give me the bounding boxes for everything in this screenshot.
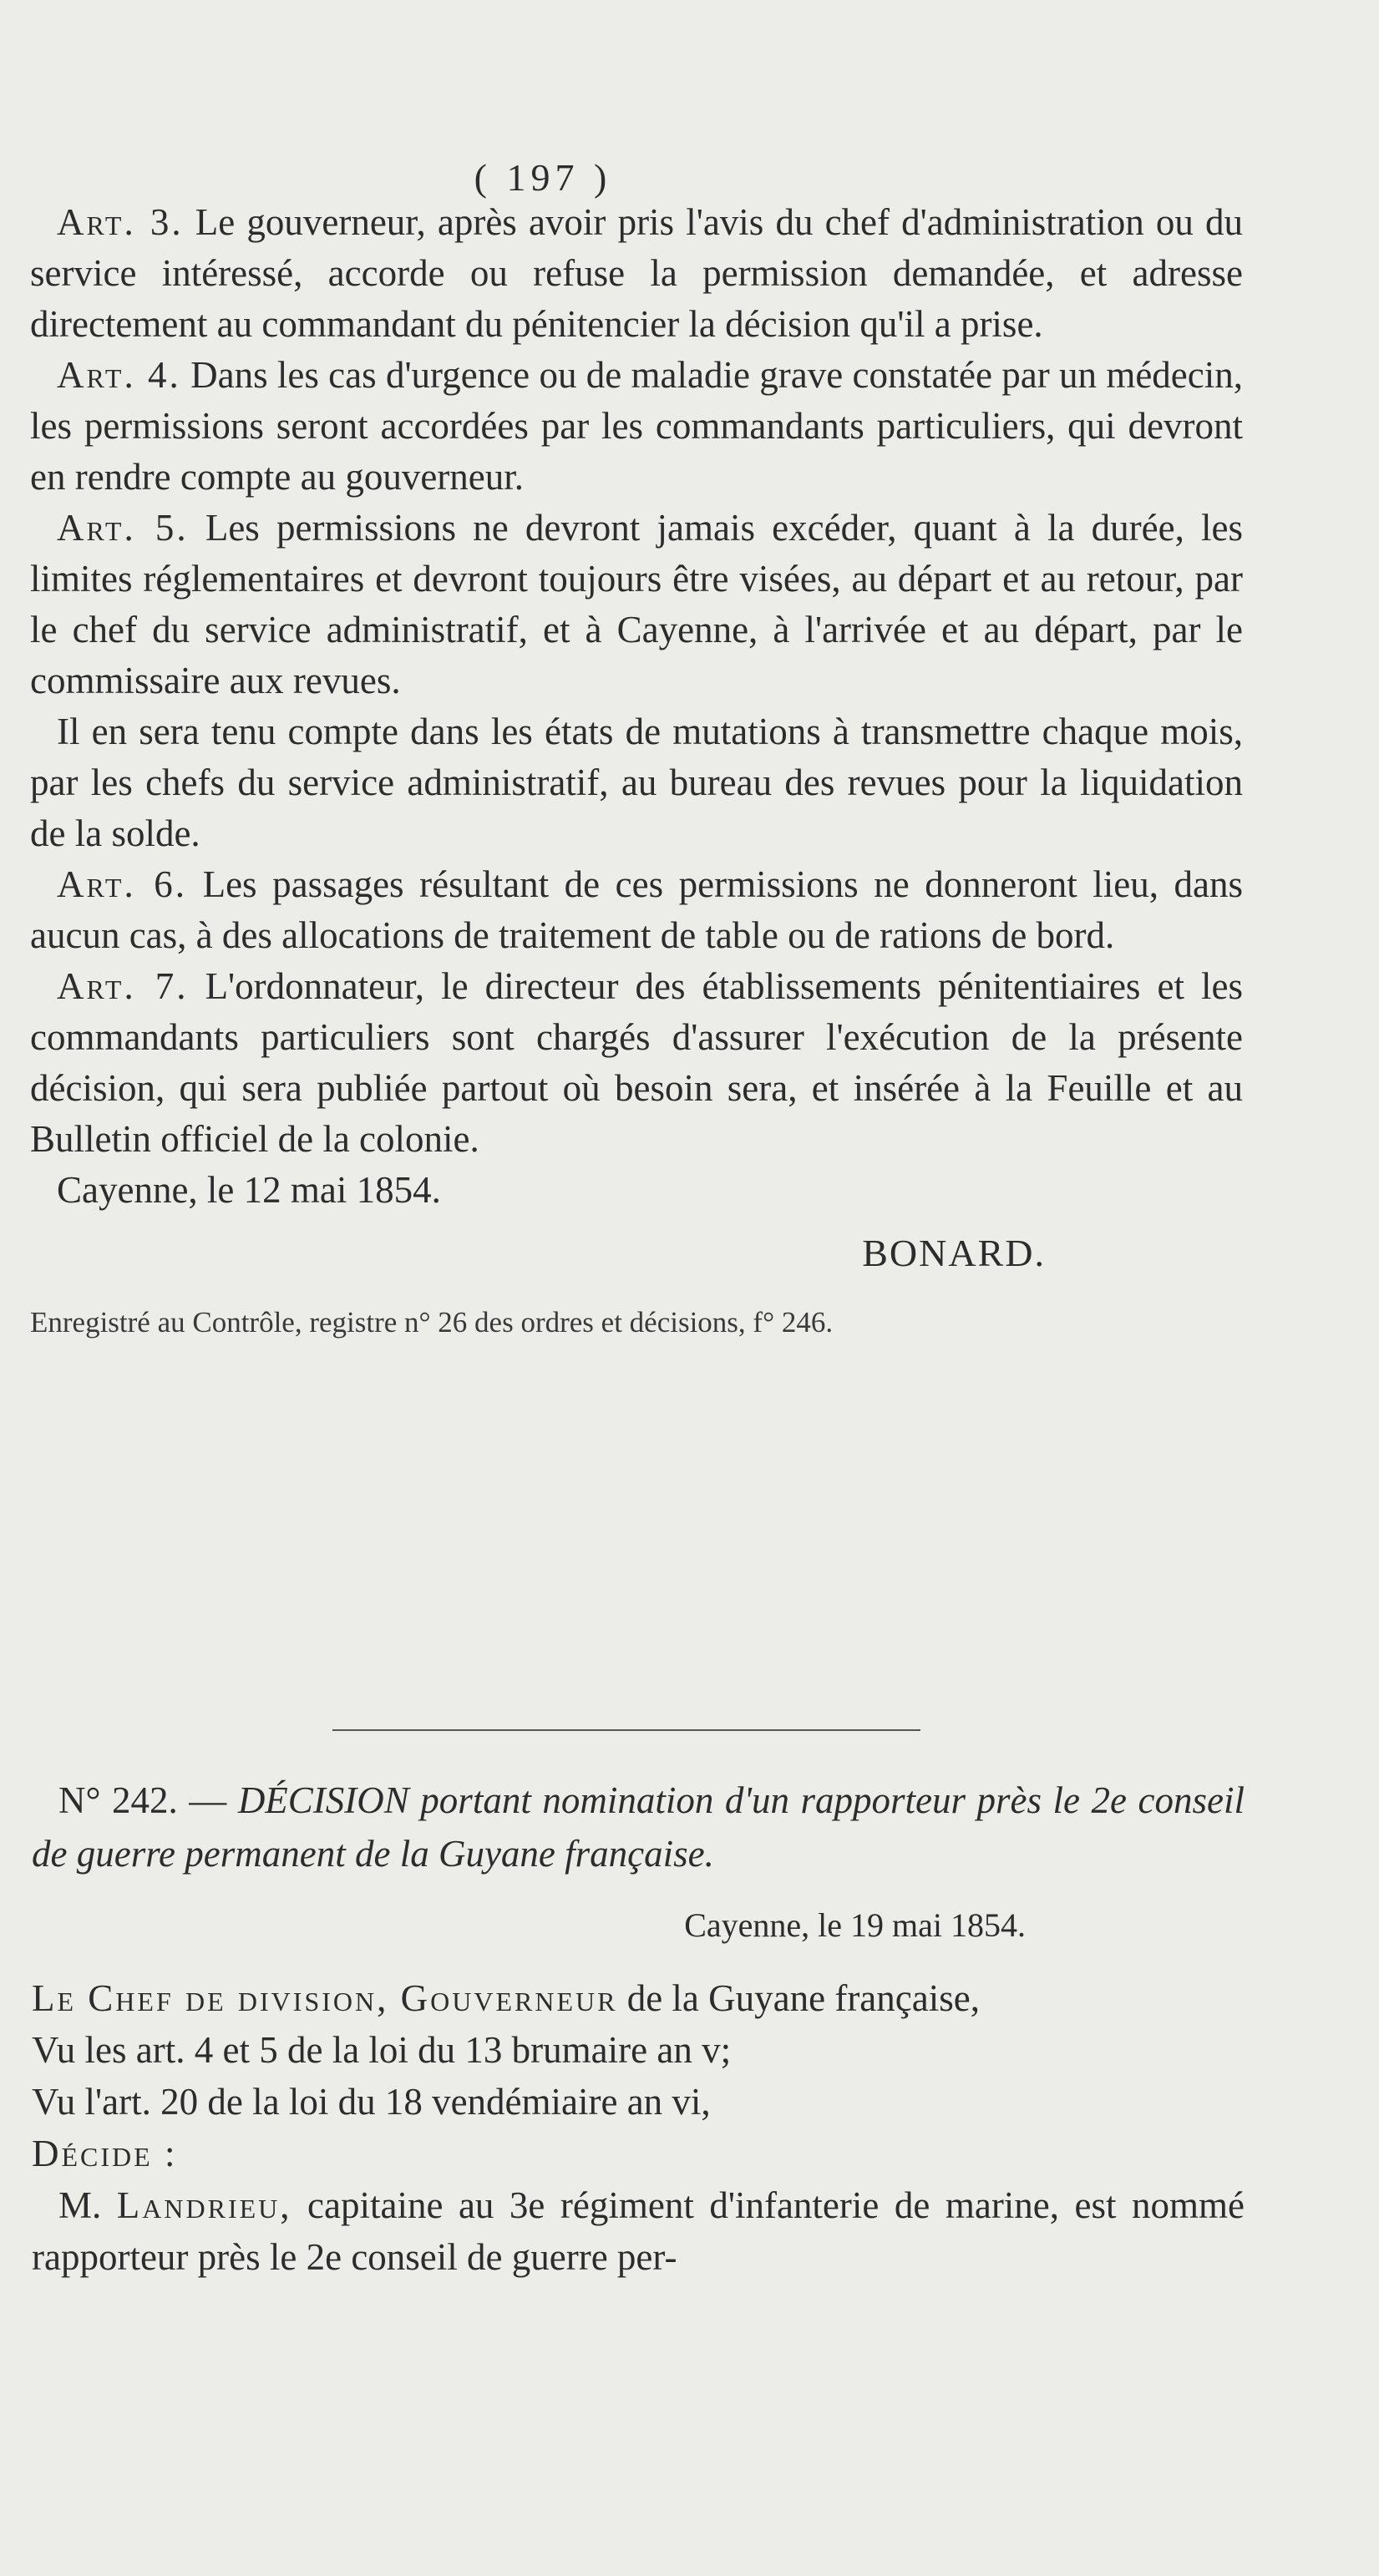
appointee-name: Landrieu, [116,2184,292,2226]
article-text: Le gouverneur, après avoir pris l'avis du chef d'administration ou du service intéressé, accorde ou refuse la permission demandée, et adresse directement au commandant du pénitencier la décision qu'il a prise. [30,201,1244,345]
article-label: Art. 5. [57,507,189,549]
article-4 [30,350,1243,503]
article-6 [30,859,1243,961]
page-number: ( 197 ) [474,156,612,199]
article-text: Les permissions ne devront jamais excéder, quant à la durée, les limites réglementaires et devront toujours être visées, au départ et au retour, par le chef du service administratif, et à Cayenne, à l'arrivée et au départ, par le commissaire aux revues. [30,507,1244,701]
article-text: Dans les cas d'urgence ou de maladie grave constatée par un médecin, les permissions seront accordées par les commandants particuliers, qui devront en rendre compte au gouverneur. [30,354,1243,498]
article-label: Art. 6. [57,863,188,905]
articles-section [30,197,1243,1348]
issuer-title: Le Chef de division, Gouverneur [32,1977,618,2019]
article-5-paragraph-2 [30,706,1243,859]
decide-label: Décide : [32,2133,178,2174]
decision-body [32,1972,1245,2283]
article-label: Art. 3. [57,201,184,243]
vu-clause-2: Vu l'art. 20 de la loi du 18 vendémiaire an vi, [32,2081,711,2123]
article-7 [30,961,1243,1165]
registration-note: Enregistré au Contrôle, registre n° 26 des ordres et décisions, f° 246. [30,1306,834,1339]
article-text: L'ordonnateur, le directeur des établissements pénitentiaires et les commandants particuliers sont chargés d'assurer l'exécution de la présente décision, qui sera publiée partout où besoin sera, et insérée à la Feuille et au Bulletin officiel de la colonie. [30,965,1243,1160]
article-3 [30,197,1243,350]
issuer-rest: de la Guyane française, [626,1977,980,2019]
decision-dateline: Cayenne, le 19 mai 1854. [684,1906,1026,1944]
decision-heading [32,1774,1245,1945]
decision-title-text: DÉCISION portant nomination d'un rapporteur près le 2e conseil de guerre permanent de la Guyane française. [32,1779,1245,1875]
article-text: Il en sera tenu compte dans les états de mutations à transmettre chaque mois, par les chefs du service administratif, au bureau des revues pour la liquidation de la solde. [30,711,1243,854]
appointee-prefix: M. [58,2184,102,2226]
section-divider [332,1729,920,1731]
appointment-paragraph [32,2179,1245,2283]
vu-clause-1: Vu les art. 4 et 5 de la loi du 13 brumaire an v; [32,2029,732,2071]
article-text: Les passages résultant de ces permissions ne donneront lieu, dans aucun cas, à des allocations de traitement de table ou de rations de bord. [30,863,1244,956]
article-label: Art. 7. [57,965,189,1007]
signature: BONARD. [862,1232,1046,1274]
place-date: Cayenne, le 12 mai 1854. [57,1169,441,1211]
issuer-line [32,1972,1245,2024]
article-label: Art. 4. [57,354,181,396]
decision-number: N° 242. — [58,1779,227,1821]
article-5 [30,503,1243,706]
appointee-text: capitaine au 3e régiment d'infanterie de marine, est nommé rapporteur près le 2e conseil de guerre per- [32,2184,1245,2278]
decision-title [32,1774,1245,1880]
